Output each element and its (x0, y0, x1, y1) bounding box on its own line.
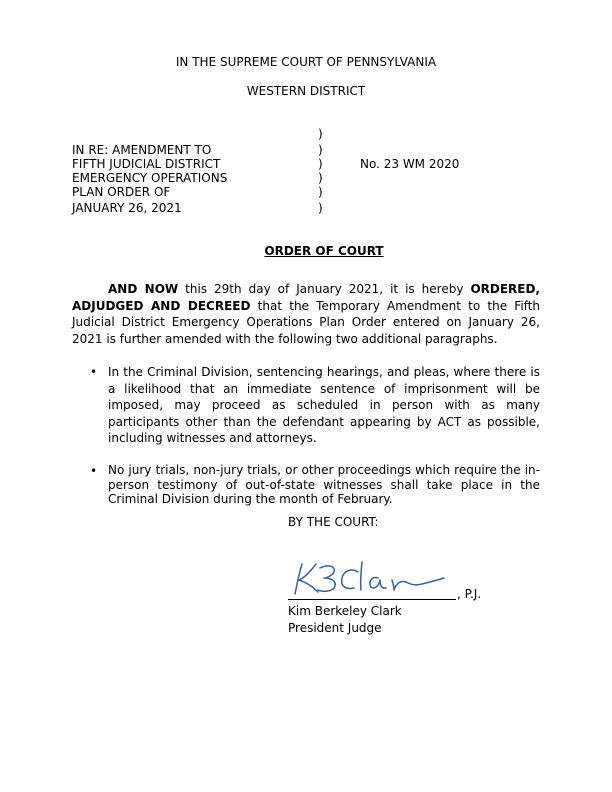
judge-title: President Judge (288, 621, 382, 635)
paragraph-text: that the Temporary Amendment to the Fifth Judicial District Emergency Operations Plan Order entered on January 26, 2021 is further amended with the following two additional paragraphs. (72, 298, 540, 346)
caption-paren: ) (318, 185, 323, 199)
by-the-court: BY THE COURT: (288, 515, 379, 529)
pj-suffix: , P.J. (457, 587, 482, 601)
caption-line: JANUARY 26, 2021 (72, 201, 182, 215)
caption-paren: ) (318, 171, 323, 185)
order-title: ORDER OF COURT (264, 244, 384, 258)
court-name: IN THE SUPREME COURT OF PENNSYLVANIA (175, 55, 437, 69)
bullet-text: No jury trials, non-jury trials, or other proceedings which require the in-person testimony of out-of-state witnesses shall take place in the Criminal Division during the month of February. (108, 463, 540, 506)
bullet-dot: • (90, 464, 98, 478)
district-name: WESTERN DISTRICT (246, 84, 366, 98)
caption-paren: ) (318, 157, 323, 171)
caption-line: IN RE: AMENDMENT TO (72, 143, 212, 157)
caption-paren: ) (318, 143, 323, 157)
judge-name: Kim Berkeley Clark (288, 604, 402, 618)
bullet-text: In the Criminal Division, sentencing hearings, and pleas, where there is a likelihood that an immediate sentence of imprisonment will be imposed, may proceed as scheduled in person with as many participants other than the defendant appearing by ACT as possible, including witnesses and attorneys. (108, 365, 540, 445)
order-paragraph (72, 281, 540, 347)
caption-line: PLAN ORDER OF (72, 185, 171, 199)
caption-line: EMERGENCY OPERATIONS (72, 171, 228, 185)
signature-text: KBClark (288, 600, 292, 601)
ordered-text: ORDERED, ADJUDGED AND DECREED (72, 282, 540, 313)
signature-line (288, 599, 456, 600)
caption-paren: ) (318, 127, 323, 141)
caption-paren: ) (318, 201, 323, 215)
signature-image (288, 556, 458, 602)
docket-number: No. 23 WM 2020 (360, 157, 460, 171)
caption-line: FIFTH JUDICIAL DISTRICT (72, 157, 221, 171)
and-now-text: AND NOW (108, 282, 179, 296)
bullet-dot: • (90, 365, 98, 379)
paragraph-text: this 29th day of January 2021, it is hereby (178, 282, 471, 296)
